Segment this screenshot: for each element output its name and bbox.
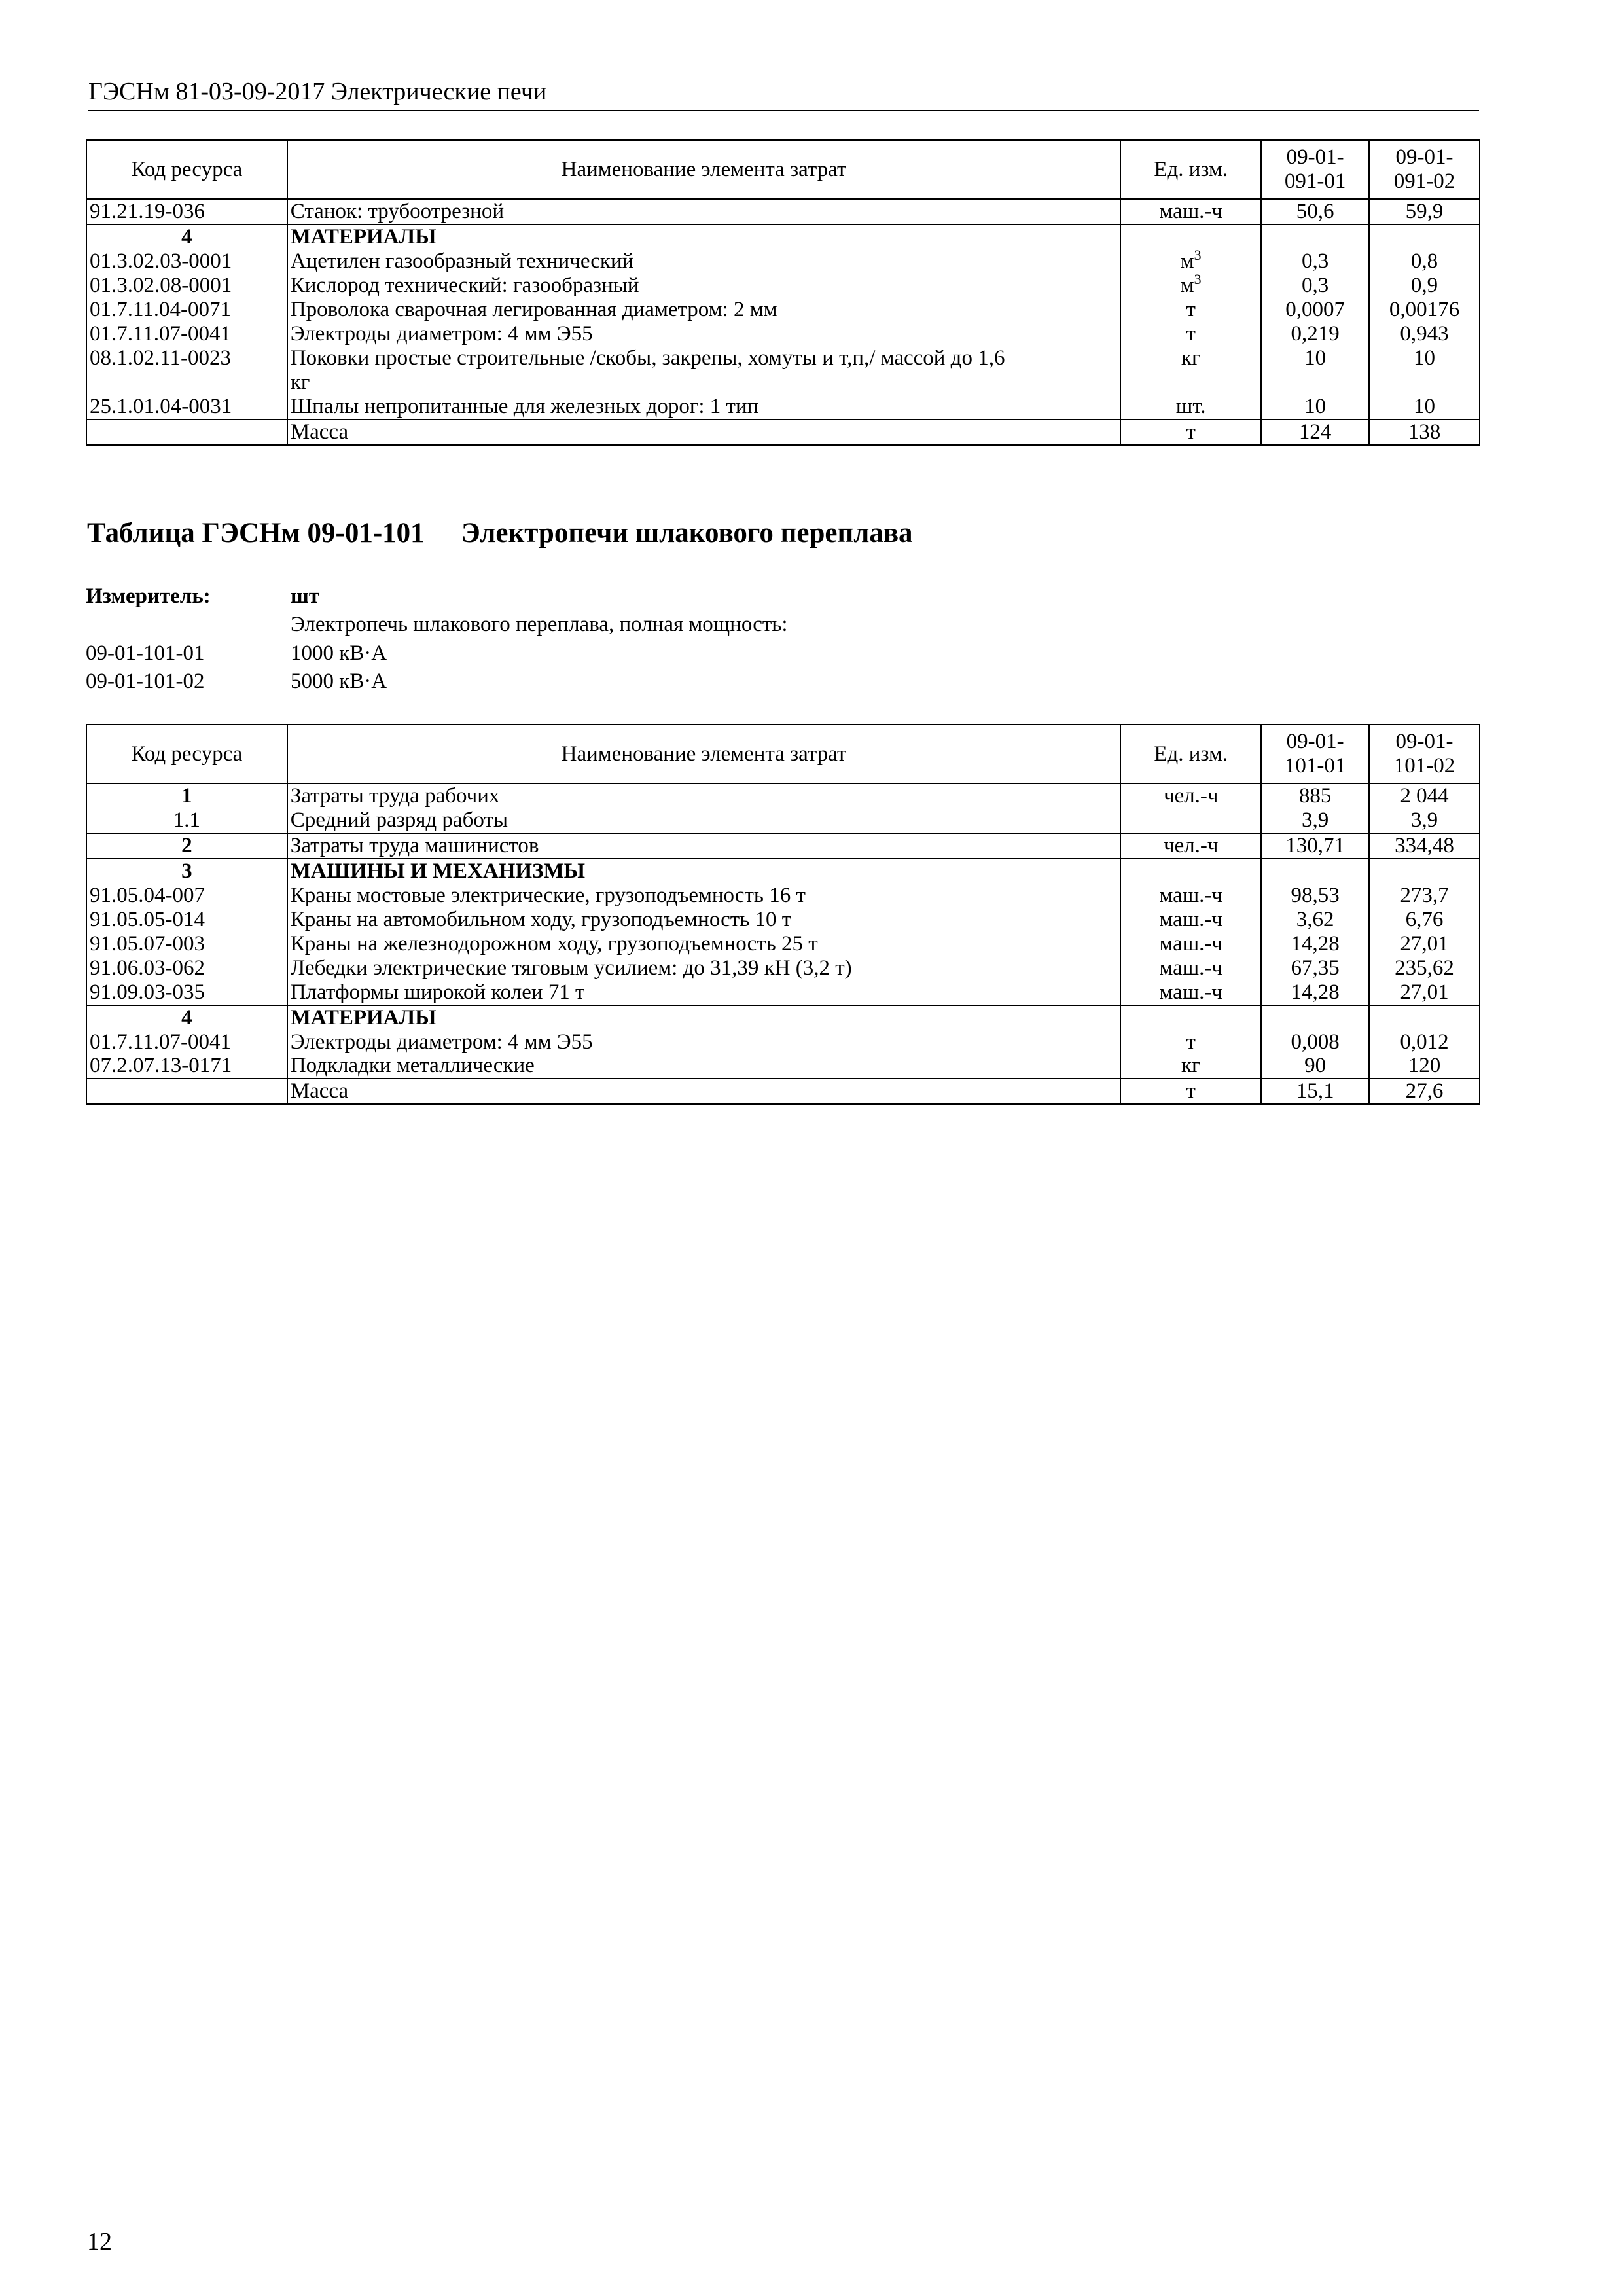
section-code: 1: [86, 783, 287, 808]
resource-code: [86, 420, 287, 445]
resource-code: 1.1: [86, 808, 287, 833]
section-code: 2: [86, 833, 287, 859]
cost-name: Кислород технический: газообразный: [287, 274, 1121, 298]
table-row: [86, 1030, 1480, 1054]
resource-code: 91.05.04-007: [86, 884, 287, 908]
section-row: [86, 783, 1480, 808]
norm-power: 5000 кВ·А: [291, 670, 387, 693]
value-2: 2 044: [1369, 783, 1480, 808]
cost-name: Краны на железнодорожном ходу, грузоподъемность 25 т: [287, 932, 1121, 956]
section-title: МАШИНЫ И МЕХАНИЗМЫ: [287, 859, 1121, 884]
table-row: [86, 199, 1480, 224]
cost-name: Ацетилен газообразный технический: [287, 249, 1121, 274]
value-1: 130,71: [1261, 833, 1369, 859]
resource-code: 91.09.03-035: [86, 980, 287, 1005]
unit: чел.-ч: [1120, 833, 1261, 859]
resource-code: 01.7.11.07-0041: [86, 1030, 287, 1054]
unit: маш.-ч: [1120, 956, 1261, 980]
value-1: 10: [1261, 395, 1369, 420]
section-code: 4: [86, 1005, 287, 1030]
unit: [1120, 224, 1261, 249]
value-2: 27,01: [1369, 932, 1480, 956]
unit: маш.-ч: [1120, 932, 1261, 956]
cost-name: Масса: [287, 420, 1121, 445]
table-row: [86, 980, 1480, 1005]
cost-name: Масса: [287, 1079, 1121, 1104]
section-title: МАТЕРИАЛЫ: [287, 1005, 1121, 1030]
cost-table-1: [86, 139, 1480, 446]
meter-label: Измеритель:: [86, 584, 211, 608]
cost-name: Краны на автомобильном ходу, грузоподъемность 10 т: [287, 908, 1121, 932]
value-2: [1369, 859, 1480, 884]
unit: $м^3$: [1120, 249, 1261, 274]
col-header-name: Наименование элемента затрат: [287, 725, 1121, 783]
table-header-row: [86, 140, 1480, 199]
meter-description: Электропечь шлакового переплава, полная мощность:: [291, 613, 788, 636]
mass-row: [86, 1079, 1480, 1104]
value-2: 59,9: [1369, 199, 1480, 224]
value-2: 3,9: [1369, 808, 1480, 833]
table-row: [86, 249, 1480, 274]
value-1: 0,008: [1261, 1030, 1369, 1054]
unit: маш.-ч: [1120, 980, 1261, 1005]
norm-power: 1000 кВ·А: [291, 641, 387, 665]
col-header-norm-2: 09-01- 101-02: [1369, 725, 1480, 783]
unit: чел.-ч: [1120, 783, 1261, 808]
value-1: 3,62: [1261, 908, 1369, 932]
value-2: 0,00176: [1369, 298, 1480, 322]
section-row: [86, 1005, 1480, 1030]
cost-name: Поковки простые строительные /скобы, закрепы, хомуты и т,п,/ массой до 1,6 кг: [287, 346, 1121, 395]
value-2: [1369, 224, 1480, 249]
value-2: 0,8: [1369, 249, 1480, 274]
value-2: 334,48: [1369, 833, 1480, 859]
unit: кг: [1120, 346, 1261, 395]
table-row: [86, 808, 1480, 833]
table-row: [86, 346, 1480, 395]
table-row: [86, 932, 1480, 956]
norm-code: 09-01-101-02: [86, 670, 205, 693]
cost-name: Проволока сварочная легированная диаметром: 2 мм: [287, 298, 1121, 322]
cost-name: Краны мостовые электрические, грузоподъемность 16 т: [287, 884, 1121, 908]
col-header-unit: Ед. изм.: [1120, 725, 1261, 783]
unit: $м^3$: [1120, 274, 1261, 298]
value-2: 6,76: [1369, 908, 1480, 932]
unit: маш.-ч: [1120, 884, 1261, 908]
col-header-name: Наименование элемента затрат: [287, 140, 1121, 199]
resource-code: 08.1.02.11-0023: [86, 346, 287, 395]
col-header-norm-2: 09-01- 091-02: [1369, 140, 1480, 199]
value-1: 0,3: [1261, 249, 1369, 274]
col-header-norm-1: 09-01- 091-01: [1261, 140, 1369, 199]
unit: [1120, 1005, 1261, 1030]
value-1: 124: [1261, 420, 1369, 445]
table-number: Таблица ГЭСНм 09-01-101: [87, 518, 425, 548]
unit: т: [1120, 420, 1261, 445]
unit: [1120, 859, 1261, 884]
cost-name: Лебедки электрические тяговым усилием: до 31,39 кН (3,2 т): [287, 956, 1121, 980]
table-row: [86, 908, 1480, 932]
unit: т: [1120, 298, 1261, 322]
resource-code: 91.06.03-062: [86, 956, 287, 980]
resource-code: 07.2.07.13-0171: [86, 1054, 287, 1079]
value-2: 10: [1369, 395, 1480, 420]
value-1: 15,1: [1261, 1079, 1369, 1104]
meter-unit: шт: [291, 584, 320, 608]
value-2: 273,7: [1369, 884, 1480, 908]
cost-name: Станок: трубоотрезной: [287, 199, 1121, 224]
section-code: 4: [86, 224, 287, 249]
unit: маш.-ч: [1120, 908, 1261, 932]
resource-code: 25.1.01.04-0031: [86, 395, 287, 420]
table-title: [87, 517, 913, 549]
table-row: [86, 298, 1480, 322]
table-row: [86, 274, 1480, 298]
table-row: [86, 395, 1480, 420]
table-row: [86, 884, 1480, 908]
resource-code: 91.05.07-003: [86, 932, 287, 956]
resource-code: 01.7.11.04-0071: [86, 298, 287, 322]
value-2: 138: [1369, 420, 1480, 445]
value-1: 98,53: [1261, 884, 1369, 908]
value-1: [1261, 1005, 1369, 1030]
value-1: 14,28: [1261, 932, 1369, 956]
col-header-unit: Ед. изм.: [1120, 140, 1261, 199]
table-row: [86, 1054, 1480, 1079]
value-1: 3,9: [1261, 808, 1369, 833]
resource-code: [86, 1079, 287, 1104]
resource-code: 91.21.19-036: [86, 199, 287, 224]
unit: т: [1120, 1030, 1261, 1054]
mass-row: [86, 420, 1480, 445]
resource-code: 01.3.02.08-0001: [86, 274, 287, 298]
value-1: 0,3: [1261, 274, 1369, 298]
cost-name: Средний разряд работы: [287, 808, 1121, 833]
table-header-row: [86, 725, 1480, 783]
unit: шт.: [1120, 395, 1261, 420]
cost-name: Затраты труда рабочих: [287, 783, 1121, 808]
section-code: 3: [86, 859, 287, 884]
value-1: [1261, 224, 1369, 249]
value-1: 67,35: [1261, 956, 1369, 980]
value-2: 0,012: [1369, 1030, 1480, 1054]
value-1: 885: [1261, 783, 1369, 808]
cost-name: Шпалы непропитанные для железных дорог: 1 тип: [287, 395, 1121, 420]
value-2: 27,01: [1369, 980, 1480, 1005]
value-2: 27,6: [1369, 1079, 1480, 1104]
cost-name: Платформы широкой колеи 71 т: [287, 980, 1121, 1005]
value-2: [1369, 1005, 1480, 1030]
section-title: МАТЕРИАЛЫ: [287, 224, 1121, 249]
value-1: 14,28: [1261, 980, 1369, 1005]
table-name: Электропечи шлакового переплава: [461, 518, 913, 548]
value-2: 0,943: [1369, 322, 1480, 346]
resource-code: 01.3.02.03-0001: [86, 249, 287, 274]
unit: [1120, 808, 1261, 833]
value-1: [1261, 859, 1369, 884]
value-1: 50,6: [1261, 199, 1369, 224]
value-2: 235,62: [1369, 956, 1480, 980]
cost-table-2: [86, 724, 1480, 1105]
value-1: 10: [1261, 346, 1369, 395]
unit: т: [1120, 1079, 1261, 1104]
col-header-norm-1: 09-01- 101-01: [1261, 725, 1369, 783]
unit: т: [1120, 322, 1261, 346]
table-row: [86, 956, 1480, 980]
resource-code: 91.05.05-014: [86, 908, 287, 932]
value-1: 0,219: [1261, 322, 1369, 346]
norm-code: 09-01-101-01: [86, 641, 205, 665]
col-header-code: Код ресурса: [86, 725, 287, 783]
col-header-code: Код ресурса: [86, 140, 287, 199]
unit: кг: [1120, 1054, 1261, 1079]
document-header: ГЭСНм 81-03-09-2017 Электрические печи: [88, 77, 1479, 111]
cost-name: Подкладки металлические: [287, 1054, 1121, 1079]
section-row: [86, 859, 1480, 884]
value-1: 0,0007: [1261, 298, 1369, 322]
value-2: 120: [1369, 1054, 1480, 1079]
section-row: [86, 224, 1480, 249]
page-number: 12: [87, 2228, 112, 2255]
value-1: 90: [1261, 1054, 1369, 1079]
table-row: [86, 322, 1480, 346]
cost-name: Электроды диаметром: 4 мм Э55: [287, 1030, 1121, 1054]
unit: маш.-ч: [1120, 199, 1261, 224]
resource-code: 01.7.11.07-0041: [86, 322, 287, 346]
cost-name: Электроды диаметром: 4 мм Э55: [287, 322, 1121, 346]
cost-name: Затраты труда машинистов: [287, 833, 1121, 859]
value-2: 10: [1369, 346, 1480, 395]
section-row: [86, 833, 1480, 859]
value-2: 0,9: [1369, 274, 1480, 298]
